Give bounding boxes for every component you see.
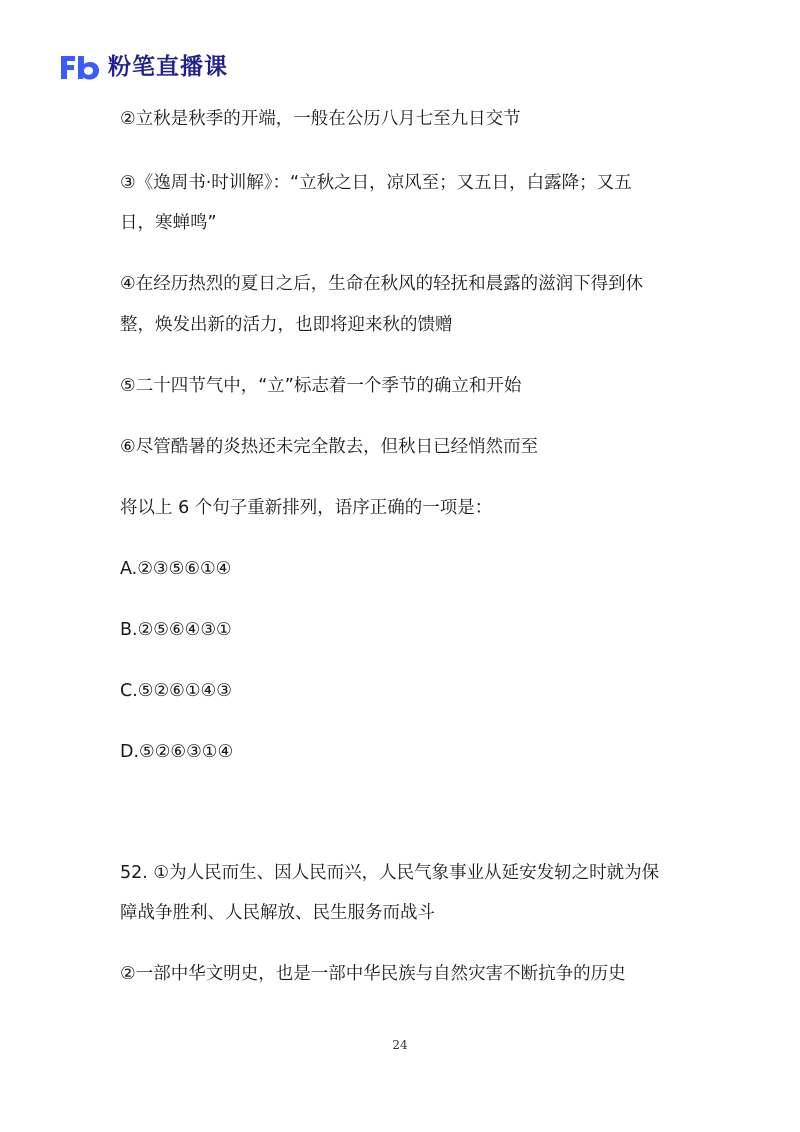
q51-sentence-3-line-1: ③《逸周书·时训解》：“立秋之日，凉风至；又五日，白露降；又五 (120, 173, 632, 193)
q51-sentence-2: ②立秋是秋季的开端，一般在公历八月七至九日交节 (120, 109, 521, 129)
q51-option-a: A.②③⑤⑥①④ (120, 559, 232, 579)
q52-sentence-1-line-1: 52. ①为人民而生、因人民而兴，人民气象事业从延安发轫之时就为保 (120, 863, 660, 883)
q52-sentence-2: ②一部中华文明史，也是一部中华民族与自然灾害不断抗争的历史 (120, 964, 626, 984)
q51-option-c: C.⑤②⑥①④③ (120, 681, 232, 701)
q51-option-d: D.⑤②⑥③①④ (120, 742, 234, 762)
brand-name: 粉笔直播课 (108, 54, 228, 80)
q51-sentence-5: ⑤二十四节气中，“立”标志着一个季节的确立和开始 (120, 376, 522, 396)
q51-option-b: B.②⑤⑥④③① (120, 620, 232, 640)
q51-sentence-3-line-2: 日，寒蝉鸣” (120, 213, 217, 233)
q51-sentence-4-line-1: ④在经历热烈的夏日之后，生命在秋风的轻抚和晨露的滋润下得到休 (120, 274, 644, 294)
q52-sentence-1-line-2: 障战争胜利、人民解放、民生服务而战斗 (120, 903, 435, 923)
fenbi-logo-icon (58, 52, 102, 82)
q51-sentence-4-line-2: 整，焕发出新的活力，也即将迎来秋的馈赠 (120, 315, 453, 335)
page-number: 24 (392, 1038, 408, 1052)
q51-prompt: 将以上 6 个句子重新排列，语序正确的一项是： (120, 498, 493, 518)
q51-sentence-6: ⑥尽管酷暑的炎热还未完全散去，但秋日已经悄然而至 (120, 437, 539, 457)
header (58, 50, 228, 84)
